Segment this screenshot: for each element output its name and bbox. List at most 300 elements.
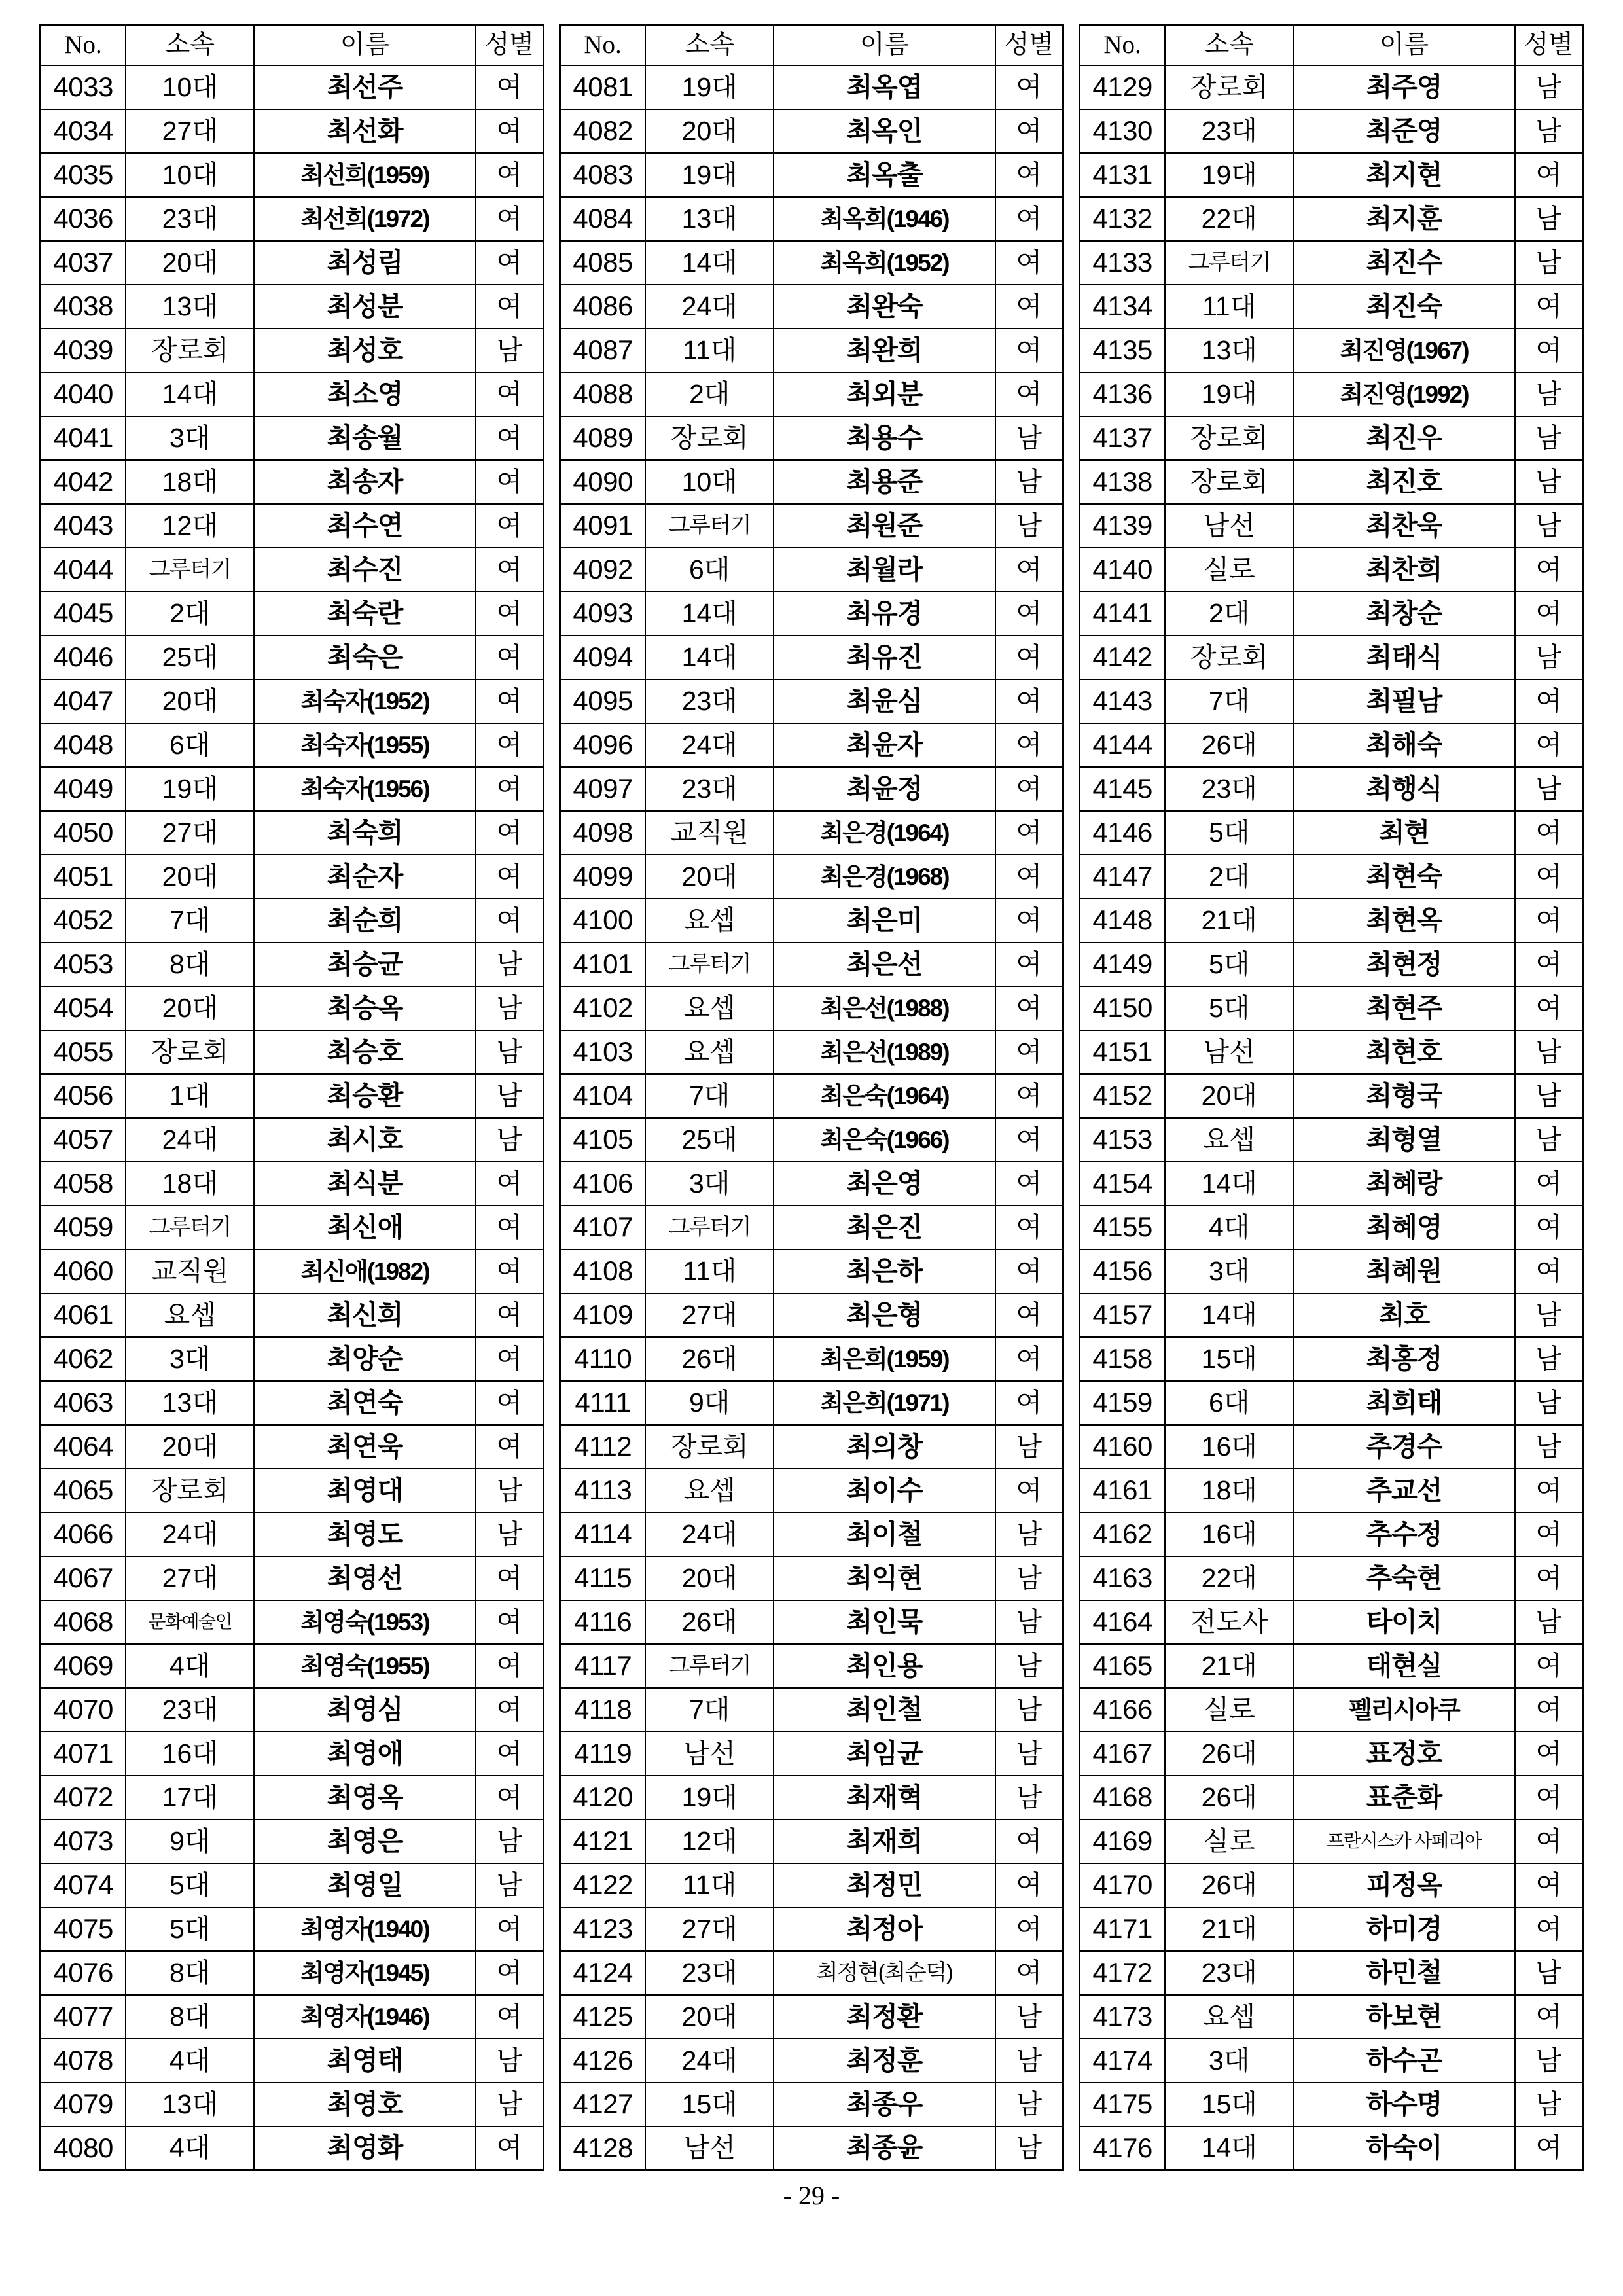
cell-number: 4134 <box>1080 285 1166 329</box>
cell-affiliation: 27대 <box>126 1556 254 1600</box>
cell-name: 최순자 <box>254 855 475 899</box>
cell-name: 최월라 <box>774 548 995 592</box>
cell-gender: 여 <box>476 1995 544 2039</box>
cell-name: 최은선(1988) <box>774 986 995 1030</box>
table-row <box>1080 899 1583 942</box>
table-row <box>41 1644 544 1688</box>
cell-name: 최영일 <box>254 1863 475 1907</box>
cell-gender: 여 <box>476 1556 544 1600</box>
table-row <box>1080 416 1583 460</box>
cell-gender: 남 <box>476 329 544 372</box>
cell-affiliation: 4대 <box>126 2039 254 2083</box>
cell-name: 최은선 <box>774 942 995 986</box>
column-header-org: 소속 <box>126 25 254 65</box>
cell-gender: 여 <box>995 241 1063 285</box>
cell-name: 최숙자(1956) <box>254 767 475 811</box>
cell-number: 4073 <box>41 1820 126 1863</box>
cell-gender: 여 <box>995 65 1063 109</box>
cell-affiliation: 장로회 <box>126 329 254 372</box>
cell-number: 4081 <box>560 65 646 109</box>
cell-affiliation: 실로 <box>1165 1820 1293 1863</box>
cell-number: 4034 <box>41 109 126 153</box>
cell-affiliation: 3대 <box>126 1337 254 1381</box>
table-row <box>41 723 544 767</box>
table-row <box>41 504 544 548</box>
cell-affiliation: 15대 <box>1165 1337 1293 1381</box>
cell-name: 최윤정 <box>774 767 995 811</box>
cell-number: 4116 <box>560 1600 646 1644</box>
cell-number: 4043 <box>41 504 126 548</box>
cell-affiliation: 14대 <box>1165 2126 1293 2170</box>
cell-name: 최성호 <box>254 329 475 372</box>
cell-affiliation: 23대 <box>1165 767 1293 811</box>
cell-gender: 여 <box>995 592 1063 636</box>
cell-affiliation: 13대 <box>1165 329 1293 372</box>
cell-name: 최영옥 <box>254 1776 475 1820</box>
directory-block-left <box>39 24 544 2171</box>
table-row <box>560 1162 1063 1206</box>
cell-name: 최승옥 <box>254 986 475 1030</box>
cell-gender: 여 <box>476 416 544 460</box>
cell-number: 4143 <box>1080 679 1166 723</box>
table-row <box>560 1556 1063 1600</box>
cell-number: 4150 <box>1080 986 1166 1030</box>
cell-gender: 여 <box>1515 811 1583 855</box>
cell-name: 최옥엽 <box>774 65 995 109</box>
cell-name: 최은형 <box>774 1293 995 1337</box>
table-row <box>41 1469 544 1513</box>
cell-name: 최진영(1992) <box>1293 372 1514 416</box>
cell-affiliation: 14대 <box>1165 1293 1293 1337</box>
table-row <box>560 1995 1063 2039</box>
cell-affiliation: 장로회 <box>645 1425 774 1469</box>
cell-affiliation: 그루터기 <box>126 548 254 592</box>
cell-number: 4068 <box>41 1600 126 1644</box>
cell-affiliation: 21대 <box>1165 1907 1293 1951</box>
cell-name: 최재혁 <box>774 1776 995 1820</box>
cell-gender: 남 <box>476 2083 544 2126</box>
cell-affiliation: 14대 <box>645 636 774 679</box>
cell-gender: 남 <box>1515 1337 1583 1381</box>
cell-name: 피정옥 <box>1293 1863 1514 1907</box>
cell-affiliation: 20대 <box>1165 1074 1293 1118</box>
cell-name: 최선희(1972) <box>254 197 475 241</box>
table-row <box>41 636 544 679</box>
cell-gender: 남 <box>476 1118 544 1162</box>
table-header-row <box>560 25 1063 65</box>
cell-number: 4140 <box>1080 548 1166 592</box>
table-row <box>1080 2083 1583 2126</box>
table-row <box>41 548 544 592</box>
cell-affiliation: 14대 <box>126 372 254 416</box>
cell-gender: 여 <box>1515 153 1583 197</box>
cell-affiliation: 20대 <box>126 986 254 1030</box>
cell-gender: 여 <box>995 942 1063 986</box>
cell-affiliation: 7대 <box>645 1074 774 1118</box>
cell-name: 최현정 <box>1293 942 1514 986</box>
table-row <box>1080 1293 1583 1337</box>
cell-affiliation: 2대 <box>1165 855 1293 899</box>
cell-number: 4164 <box>1080 1600 1166 1644</box>
cell-affiliation: 전도사 <box>1165 1600 1293 1644</box>
table-row <box>1080 1206 1583 1249</box>
cell-name: 최영애 <box>254 1732 475 1776</box>
cell-gender: 여 <box>995 197 1063 241</box>
cell-gender: 남 <box>995 1688 1063 1732</box>
cell-gender: 남 <box>476 1030 544 1074</box>
cell-number: 4069 <box>41 1644 126 1688</box>
cell-name: 최혜원 <box>1293 1249 1514 1293</box>
cell-name: 최은영 <box>774 1162 995 1206</box>
cell-name: 최영선 <box>254 1556 475 1600</box>
cell-number: 4050 <box>41 811 126 855</box>
cell-gender: 여 <box>1515 1162 1583 1206</box>
table-row <box>41 372 544 416</box>
cell-number: 4153 <box>1080 1118 1166 1162</box>
table-header-row <box>1080 25 1583 65</box>
cell-number: 4052 <box>41 899 126 942</box>
cell-number: 4121 <box>560 1820 646 1863</box>
cell-gender: 여 <box>995 1951 1063 1995</box>
cell-gender: 여 <box>995 986 1063 1030</box>
cell-number: 4160 <box>1080 1425 1166 1469</box>
table-row <box>1080 1118 1583 1162</box>
column-header-org: 소속 <box>645 25 774 65</box>
cell-gender: 여 <box>1515 592 1583 636</box>
cell-affiliation: 17대 <box>126 1776 254 1820</box>
cell-gender: 여 <box>476 2126 544 2170</box>
cell-name: 최정훈 <box>774 2039 995 2083</box>
cell-number: 4055 <box>41 1030 126 1074</box>
cell-gender: 여 <box>995 1293 1063 1337</box>
cell-affiliation: 14대 <box>645 241 774 285</box>
cell-name: 최진호 <box>1293 460 1514 504</box>
cell-number: 4033 <box>41 65 126 109</box>
cell-name: 최인철 <box>774 1688 995 1732</box>
cell-gender: 여 <box>476 899 544 942</box>
cell-name: 최송월 <box>254 416 475 460</box>
cell-gender: 여 <box>995 1337 1063 1381</box>
cell-name: 최이철 <box>774 1513 995 1556</box>
cell-number: 4049 <box>41 767 126 811</box>
table-row <box>41 1118 544 1162</box>
cell-affiliation: 26대 <box>1165 1863 1293 1907</box>
cell-number: 4090 <box>560 460 646 504</box>
cell-affiliation: 장로회 <box>1165 416 1293 460</box>
table-row <box>41 1293 544 1337</box>
column-header-name: 이름 <box>774 25 995 65</box>
cell-number: 4096 <box>560 723 646 767</box>
cell-affiliation: 19대 <box>126 767 254 811</box>
cell-affiliation: 장로회 <box>645 416 774 460</box>
table-row <box>560 460 1063 504</box>
table-row <box>41 1600 544 1644</box>
cell-number: 4077 <box>41 1995 126 2039</box>
cell-name: 최행식 <box>1293 767 1514 811</box>
cell-affiliation: 교직원 <box>126 1249 254 1293</box>
cell-name: 최영호 <box>254 2083 475 2126</box>
table-row <box>560 1644 1063 1688</box>
cell-gender: 남 <box>476 1469 544 1513</box>
cell-number: 4175 <box>1080 2083 1166 2126</box>
cell-name: 최지훈 <box>1293 197 1514 241</box>
cell-affiliation: 10대 <box>126 153 254 197</box>
cell-affiliation: 요셉 <box>645 986 774 1030</box>
cell-affiliation: 그루터기 <box>645 942 774 986</box>
cell-gender: 여 <box>1515 1249 1583 1293</box>
cell-name: 최진숙 <box>1293 285 1514 329</box>
table-row <box>560 1732 1063 1776</box>
table-row <box>1080 1644 1583 1688</box>
cell-affiliation: 요셉 <box>645 899 774 942</box>
directory-block-right <box>1079 24 1584 2171</box>
cell-gender: 남 <box>476 1074 544 1118</box>
table-row <box>41 899 544 942</box>
column-header-name: 이름 <box>1293 25 1514 65</box>
cell-number: 4109 <box>560 1293 646 1337</box>
cell-number: 4124 <box>560 1951 646 1995</box>
cell-affiliation: 24대 <box>645 285 774 329</box>
cell-affiliation: 6대 <box>645 548 774 592</box>
table-body <box>560 65 1063 2170</box>
cell-gender: 여 <box>1515 986 1583 1030</box>
cell-number: 4075 <box>41 1907 126 1951</box>
cell-affiliation: 24대 <box>645 723 774 767</box>
cell-gender: 남 <box>1515 197 1583 241</box>
table-row <box>1080 723 1583 767</box>
cell-gender: 여 <box>1515 1469 1583 1513</box>
table-row <box>41 1381 544 1425</box>
table-row <box>560 899 1063 942</box>
cell-gender: 여 <box>476 65 544 109</box>
cell-number: 4135 <box>1080 329 1166 372</box>
cell-gender: 여 <box>1515 1732 1583 1776</box>
cell-affiliation: 5대 <box>1165 986 1293 1030</box>
table-row <box>1080 1381 1583 1425</box>
cell-gender: 여 <box>1515 1688 1583 1732</box>
cell-gender: 여 <box>1515 1556 1583 1600</box>
table-row <box>41 1732 544 1776</box>
cell-name: 최혜랑 <box>1293 1162 1514 1206</box>
cell-name: 하민철 <box>1293 1951 1514 1995</box>
cell-number: 4059 <box>41 1206 126 1249</box>
cell-name: 최진우 <box>1293 416 1514 460</box>
cell-gender: 여 <box>1515 1863 1583 1907</box>
cell-affiliation: 4대 <box>126 1644 254 1688</box>
cell-gender: 남 <box>1515 1030 1583 1074</box>
cell-gender: 남 <box>1515 416 1583 460</box>
cell-number: 4174 <box>1080 2039 1166 2083</box>
cell-number: 4113 <box>560 1469 646 1513</box>
cell-gender: 여 <box>476 1381 544 1425</box>
table-row <box>41 1688 544 1732</box>
table-row <box>41 1951 544 1995</box>
table-row <box>41 942 544 986</box>
cell-number: 4106 <box>560 1162 646 1206</box>
cell-affiliation: 18대 <box>126 1162 254 1206</box>
cell-number: 4072 <box>41 1776 126 1820</box>
table-row <box>41 1425 544 1469</box>
cell-number: 4145 <box>1080 767 1166 811</box>
table-row <box>560 855 1063 899</box>
cell-name: 최숙란 <box>254 592 475 636</box>
table-row <box>560 197 1063 241</box>
cell-gender: 남 <box>995 2039 1063 2083</box>
table-row <box>1080 592 1583 636</box>
table-row <box>41 767 544 811</box>
table-row <box>41 1513 544 1556</box>
cell-gender: 여 <box>476 1206 544 1249</box>
cell-number: 4094 <box>560 636 646 679</box>
cell-name: 최선주 <box>254 65 475 109</box>
cell-gender: 여 <box>476 1688 544 1732</box>
cell-affiliation: 14대 <box>1165 1162 1293 1206</box>
cell-number: 4154 <box>1080 1162 1166 1206</box>
table-row <box>1080 811 1583 855</box>
cell-affiliation: 23대 <box>126 1688 254 1732</box>
cell-number: 4085 <box>560 241 646 285</box>
table-row <box>1080 460 1583 504</box>
cell-name: 최현 <box>1293 811 1514 855</box>
cell-affiliation: 남선 <box>645 1732 774 1776</box>
cell-name: 최영대 <box>254 1469 475 1513</box>
cell-affiliation: 26대 <box>645 1337 774 1381</box>
cell-number: 4078 <box>41 2039 126 2083</box>
cell-affiliation: 요셉 <box>645 1030 774 1074</box>
table-row <box>560 679 1063 723</box>
cell-name: 최은경(1968) <box>774 855 995 899</box>
cell-gender: 여 <box>1515 1644 1583 1688</box>
cell-number: 4144 <box>1080 723 1166 767</box>
table-row <box>560 1249 1063 1293</box>
cell-gender: 남 <box>1515 504 1583 548</box>
cell-name: 최현옥 <box>1293 899 1514 942</box>
cell-gender: 여 <box>1515 329 1583 372</box>
cell-gender: 여 <box>476 723 544 767</box>
cell-number: 4045 <box>41 592 126 636</box>
cell-name: 최은희(1959) <box>774 1337 995 1381</box>
cell-affiliation: 2대 <box>645 372 774 416</box>
cell-affiliation: 22대 <box>1165 1556 1293 1600</box>
cell-affiliation: 장로회 <box>1165 636 1293 679</box>
cell-number: 4035 <box>41 153 126 197</box>
cell-gender: 여 <box>995 1820 1063 1863</box>
cell-number: 4099 <box>560 855 646 899</box>
cell-name: 최숙자(1952) <box>254 679 475 723</box>
cell-gender: 남 <box>1515 460 1583 504</box>
cell-name: 최은숙(1966) <box>774 1118 995 1162</box>
table-row <box>560 65 1063 109</box>
cell-name: 최영자(1940) <box>254 1907 475 1951</box>
table-row <box>1080 1556 1583 1600</box>
cell-affiliation: 27대 <box>126 811 254 855</box>
cell-gender: 여 <box>476 109 544 153</box>
cell-number: 4148 <box>1080 899 1166 942</box>
table-row <box>41 986 544 1030</box>
table-row <box>560 1776 1063 1820</box>
cell-name: 최태식 <box>1293 636 1514 679</box>
cell-gender: 여 <box>476 592 544 636</box>
table-row <box>1080 1688 1583 1732</box>
cell-gender: 여 <box>1515 548 1583 592</box>
table-row <box>1080 1863 1583 1907</box>
table-row <box>41 153 544 197</box>
cell-name: 최숙희 <box>254 811 475 855</box>
cell-name: 최윤자 <box>774 723 995 767</box>
cell-affiliation: 16대 <box>1165 1513 1293 1556</box>
cell-gender: 여 <box>476 372 544 416</box>
cell-number: 4104 <box>560 1074 646 1118</box>
cell-gender: 남 <box>1515 1951 1583 1995</box>
cell-number: 4139 <box>1080 504 1166 548</box>
cell-number: 4151 <box>1080 1030 1166 1074</box>
cell-number: 4142 <box>1080 636 1166 679</box>
cell-gender: 남 <box>1515 1381 1583 1425</box>
cell-gender: 여 <box>476 1776 544 1820</box>
cell-gender: 남 <box>995 1776 1063 1820</box>
cell-name: 최이수 <box>774 1469 995 1513</box>
cell-number: 4102 <box>560 986 646 1030</box>
cell-affiliation: 23대 <box>1165 109 1293 153</box>
cell-affiliation: 20대 <box>126 855 254 899</box>
cell-number: 4137 <box>1080 416 1166 460</box>
table-row <box>560 636 1063 679</box>
cell-name: 최숙은 <box>254 636 475 679</box>
cell-name: 최승균 <box>254 942 475 986</box>
table-row <box>1080 1513 1583 1556</box>
cell-number: 4161 <box>1080 1469 1166 1513</box>
table-row <box>41 285 544 329</box>
cell-number: 4064 <box>41 1425 126 1469</box>
table-row <box>1080 1162 1583 1206</box>
cell-name: 최숙자(1955) <box>254 723 475 767</box>
table-row <box>1080 548 1583 592</box>
cell-gender: 여 <box>476 1907 544 1951</box>
table-row <box>560 1425 1063 1469</box>
table-row <box>560 109 1063 153</box>
table-row <box>41 329 544 372</box>
cell-gender: 남 <box>995 1556 1063 1600</box>
cell-affiliation: 19대 <box>1165 153 1293 197</box>
cell-name: 최정아 <box>774 1907 995 1951</box>
cell-affiliation: 3대 <box>645 1162 774 1206</box>
table-row <box>1080 372 1583 416</box>
cell-number: 4076 <box>41 1951 126 1995</box>
table-row <box>1080 285 1583 329</box>
cell-number: 4155 <box>1080 1206 1166 1249</box>
cell-affiliation: 8대 <box>126 1995 254 2039</box>
cell-gender: 여 <box>1515 1907 1583 1951</box>
cell-affiliation: 4대 <box>1165 1206 1293 1249</box>
cell-gender: 여 <box>995 372 1063 416</box>
cell-affiliation: 6대 <box>126 723 254 767</box>
cell-affiliation: 교직원 <box>645 811 774 855</box>
cell-name: 최연숙 <box>254 1381 475 1425</box>
cell-name: 최은희(1971) <box>774 1381 995 1425</box>
cell-affiliation: 그루터기 <box>1165 241 1293 285</box>
cell-name: 최성분 <box>254 285 475 329</box>
cell-affiliation: 5대 <box>1165 942 1293 986</box>
cell-number: 4122 <box>560 1863 646 1907</box>
cell-number: 4159 <box>1080 1381 1166 1425</box>
cell-name: 최인묵 <box>774 1600 995 1644</box>
cell-name: 최종우 <box>774 2083 995 2126</box>
table-row <box>1080 679 1583 723</box>
cell-affiliation: 2대 <box>1165 592 1293 636</box>
table-row <box>41 1337 544 1381</box>
cell-gender: 여 <box>476 855 544 899</box>
table-row <box>560 1688 1063 1732</box>
